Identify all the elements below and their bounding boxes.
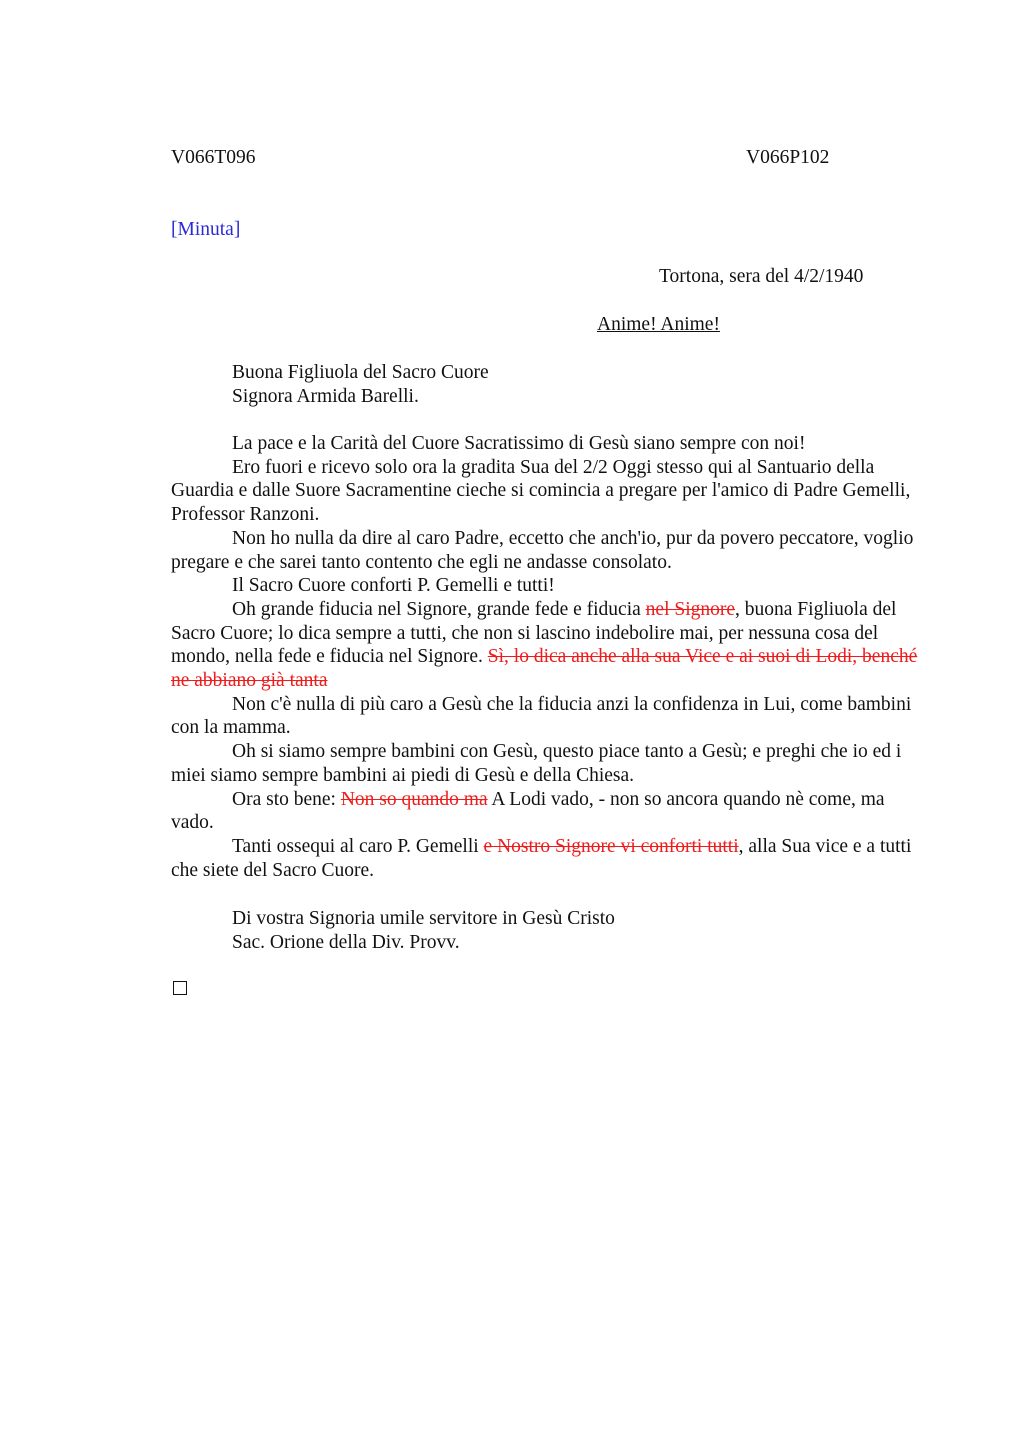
struck-text-conforti: e Nostro Signore vi conforti tutti xyxy=(483,835,739,857)
paragraph-bambini: Oh si siamo sempre bambini con Gesù, questo piace tanto a Gesù; e preghi che io ed i miei siamo sempre bambini ai piedi di Gesù e della Chiesa. xyxy=(171,741,902,786)
recipient-line-2: Signora Armida Barelli. xyxy=(232,386,419,407)
paragraph-santuario: Ero fuori e ricevo solo ora la gradita Sua del 2/2 Oggi stesso qui al Santuario della Guardia e dalle Suore Sacramentine cieche si comincia a pregare per l'amico di Padre Gemelli, Professor Ranzoni. xyxy=(171,456,911,526)
paragraph-confidenza: Non c'è nulla di più caro a Gesù che la fiducia anzi la confidenza in Lui, come bambini con la mamma. xyxy=(171,693,912,739)
paragraph-lodi-text-2: A Lodi vado, - non so ancora quando nè come, ma vado. xyxy=(171,788,885,834)
paragraph-lodi-text-1: Ora sto bene: xyxy=(232,788,341,810)
minuta-tag: [Minuta] xyxy=(171,219,241,240)
recipient-line-1: Buona Figliuola del Sacro Cuore xyxy=(232,362,489,383)
letter-body xyxy=(171,432,923,882)
paragraph-greeting: La pace e la Carità del Cuore Sacratissimo di Gesù siano sempre con noi! xyxy=(232,433,806,454)
paragraph-ossequi-text-1: Tanti ossequi al caro P. Gemelli xyxy=(232,835,484,857)
motto: Anime! Anime! xyxy=(597,314,720,335)
document-code-left: V066T096 xyxy=(171,147,256,168)
closing-line-1: Di vostra Signoria umile servitore in Gesù Cristo xyxy=(232,908,615,929)
closing-signature xyxy=(232,907,615,955)
paragraph-lodi xyxy=(171,788,923,835)
paragraph-fiducia xyxy=(171,598,923,693)
paragraph-padre: Non ho nulla da dire al caro Padre, eccetto che anch'io, pur da povero peccatore, voglio pregare e che sarei tanto contento che egli ne andasse consolato. xyxy=(171,527,914,573)
paragraph-fiducia-text-1: Oh grande fiducia nel Signore, grande fede e fiducia xyxy=(232,598,646,620)
struck-text-nel-signore: nel Signore xyxy=(645,598,736,620)
paragraph-sacro-cuore: Il Sacro Cuore conforti P. Gemelli e tutti! xyxy=(232,575,555,597)
closing-line-2: Sac. Orione della Div. Provv. xyxy=(232,932,460,953)
paragraph-fiducia-text-2: , buona Figliuola del Sacro Cuore; lo dica sempre a tutti, che non si lascino indebolire mai, per nessuna cosa del mondo, nella fede e fiducia nel Signore. xyxy=(171,598,897,668)
empty-checkbox-icon xyxy=(173,981,187,995)
paragraph-ossequi xyxy=(171,835,923,882)
struck-text-non-so-quando: Non so quando ma xyxy=(340,788,488,810)
struck-text-vice-lodi: Sì, lo dica anche alla sua Vice e ai suoi di Lodi, benché ne abbiano già tanta xyxy=(171,646,918,692)
paragraph-ossequi-text-2: , alla Sua vice e a tutti che siete del Sacro Cuore. xyxy=(171,835,912,881)
document-code-right: V066P102 xyxy=(746,147,830,168)
place-date: Tortona, sera del 4/2/1940 xyxy=(659,266,864,287)
